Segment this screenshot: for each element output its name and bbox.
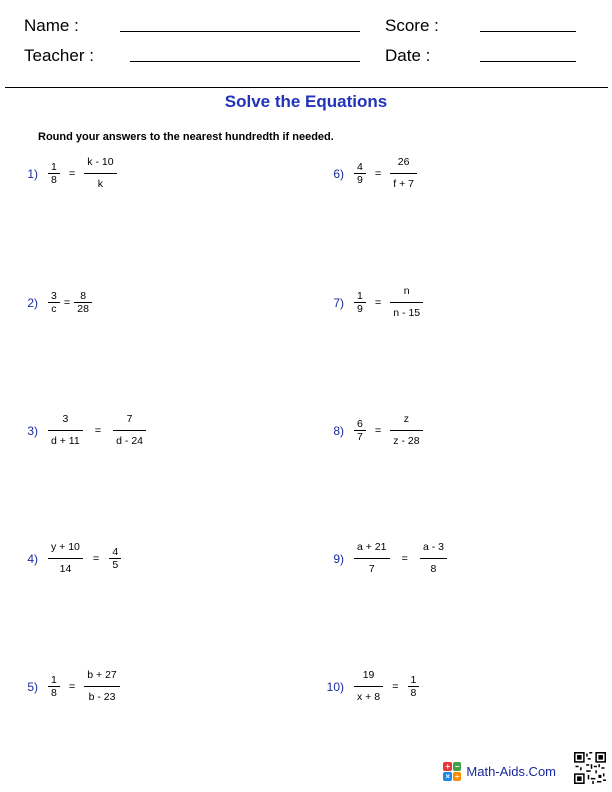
score-field-line[interactable] — [480, 31, 576, 32]
name-label: Name : — [24, 16, 79, 35]
left-fraction: $\frac{3}{c}$ — [48, 290, 60, 315]
equals-sign: = — [374, 167, 382, 180]
problem-number: 8) — [333, 423, 344, 438]
left-fraction: $\frac{a + 21}{7}$ — [354, 542, 390, 575]
left-fraction: $\frac{4}{9}$ — [354, 161, 366, 186]
problem-number: 2) — [27, 295, 38, 310]
footer-brand[interactable] — [443, 762, 556, 780]
right-fraction: $\frac{n}{n - 15}$ — [390, 286, 423, 319]
right-fraction: $\frac{b + 27}{b - 23}$ — [84, 670, 120, 703]
right-fraction: $\frac{4}{5}$ — [109, 546, 121, 571]
left-fraction: $\frac{1}{8}$ — [48, 161, 60, 186]
equals-sign: = — [63, 296, 71, 309]
problem-6 — [318, 157, 417, 190]
math-aids-logo-icon: + − × ÷ — [445, 762, 460, 781]
equals-sign: = — [374, 296, 382, 309]
left-fraction: $\frac{3}{d + 11}$ — [48, 414, 83, 447]
problem-10 — [318, 670, 419, 703]
qr-code-icon — [574, 752, 606, 784]
right-fraction: $\frac{26}{f + 7}$ — [390, 157, 417, 190]
equals-sign: = — [392, 680, 399, 693]
problem-number: 7) — [333, 295, 344, 310]
equals-sign: = — [92, 552, 100, 565]
problem-7 — [318, 286, 423, 319]
equals-sign: = — [68, 167, 76, 180]
score-label: Score : — [385, 16, 439, 35]
problem-5 — [12, 670, 120, 703]
right-fraction: $\frac{7}{d - 24}$ — [113, 414, 146, 447]
left-fraction: $\frac{6}{7}$ — [354, 418, 366, 443]
instructions: Round your answers to the nearest hundredth if needed. — [38, 131, 334, 143]
teacher-field-line[interactable] — [130, 61, 360, 62]
right-fraction: $\frac{a - 3}{8}$ — [420, 542, 447, 575]
right-fraction: $\frac{z}{z - 28}$ — [390, 414, 422, 447]
equals-sign: = — [68, 680, 76, 693]
problem-number: 1) — [27, 166, 38, 181]
equals-sign: = — [94, 424, 102, 437]
brand-name: Math-Aids.Com — [466, 763, 556, 779]
header-divider — [5, 87, 608, 88]
worksheet-title: Solve the Equations — [224, 92, 388, 111]
right-fraction: $\frac{8}{28}$ — [74, 290, 92, 315]
left-fraction: $\frac{19}{x + 8}$ — [354, 670, 383, 703]
date-label: Date : — [385, 46, 431, 65]
left-fraction: $\frac{1}{8}$ — [48, 674, 60, 699]
equals-sign: = — [401, 552, 408, 565]
left-fraction: $\frac{1}{9}$ — [354, 290, 366, 315]
date-field-line[interactable] — [480, 61, 576, 62]
problem-number: 5) — [27, 679, 38, 694]
right-fraction: $\frac{k - 10}{k}$ — [84, 157, 116, 190]
problem-number: 9) — [333, 551, 344, 566]
name-field-line[interactable] — [120, 31, 360, 32]
left-fraction: $\frac{y + 10}{14}$ — [48, 542, 83, 575]
problem-2 — [12, 290, 92, 315]
right-fraction: $\frac{1}{8}$ — [408, 674, 420, 699]
problem-9 — [318, 542, 447, 575]
problem-3 — [12, 414, 146, 447]
problem-8 — [318, 414, 423, 447]
problem-number: 4) — [27, 551, 38, 566]
problem-1 — [12, 157, 117, 190]
problem-number: 10) — [326, 679, 344, 694]
equals-sign: = — [374, 424, 382, 437]
problem-number: 6) — [333, 166, 344, 181]
teacher-label: Teacher : — [24, 46, 94, 65]
problem-number: 3) — [27, 423, 38, 438]
problem-4 — [12, 542, 121, 575]
